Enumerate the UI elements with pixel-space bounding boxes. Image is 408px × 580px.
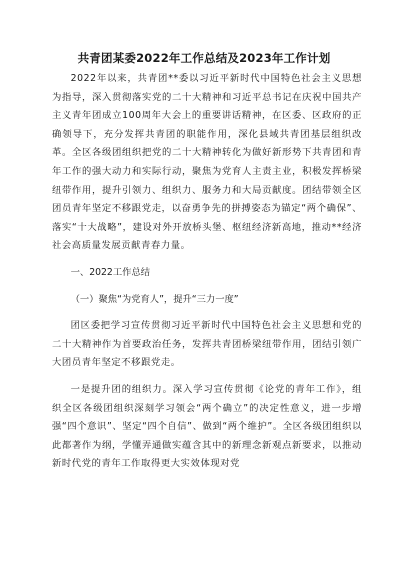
spacer [52, 283, 362, 291]
spacer [52, 309, 362, 317]
spacer [52, 373, 362, 381]
paragraph: 团区委把学习宣传贯彻习近平新时代中国特色社会主义思想和党的二十大精神作为首要政治任务，发挥共青团桥梁纽带作用，团结引领广大团员青年坚定不移跟党走。 [52, 320, 362, 369]
document-title: 共青团某委2022年工作总结及2023年工作计划 [77, 51, 331, 65]
section-heading: 一、2022工作总结 [70, 266, 151, 278]
spacer [52, 256, 362, 264]
document-body [52, 70, 362, 474]
subsection-heading: （一）聚焦“为党育人”，提升“三力一度” [70, 293, 239, 305]
paragraph: 一是提升团的组织力。深入学习宣传贯彻《论党的青年工作》，组织全区各级团组织深刻学习领会“两个确立”的决定性意义，进一步增强“四个意识”、坚定“四个自信”、做到“两个维护”。全区各级团组织以此都著作为纲，学懂弄通做实蕴含其中的新理念新观点新要求，以推动新时代党的青年工作取得更大实效体现对党 [52, 383, 362, 470]
intro-paragraph: 2022年以来，共青团**委以习近平新时代中国特色社会主义思想为指导，深入贯彻落实党的二十大精神和习近平总书记在庆祝中国共产主义青年团成立100周年大会上的重要讲话精神，在区委、区政府的正确领导下，充分发挥共青团的职能作用，深化县域共青团基层组织改革。全区各级团组织把党的二十大精神转化为做好新形势下共青团和青年工作的强大动力和实际行动，聚焦为党育人主责主业，积极发挥桥梁纽带作用，提升引领力、组织力、服务力和大局贡献度。团结带领全区团员青年坚定不移跟党走，以奋勇争先的拼搏姿态为锚定“两个确保”、落实“十大战略”，建设对外开放桥头堡、枢纽经济新高地，推动**经济社会高质量发展贡献青春力量。 [52, 73, 362, 252]
